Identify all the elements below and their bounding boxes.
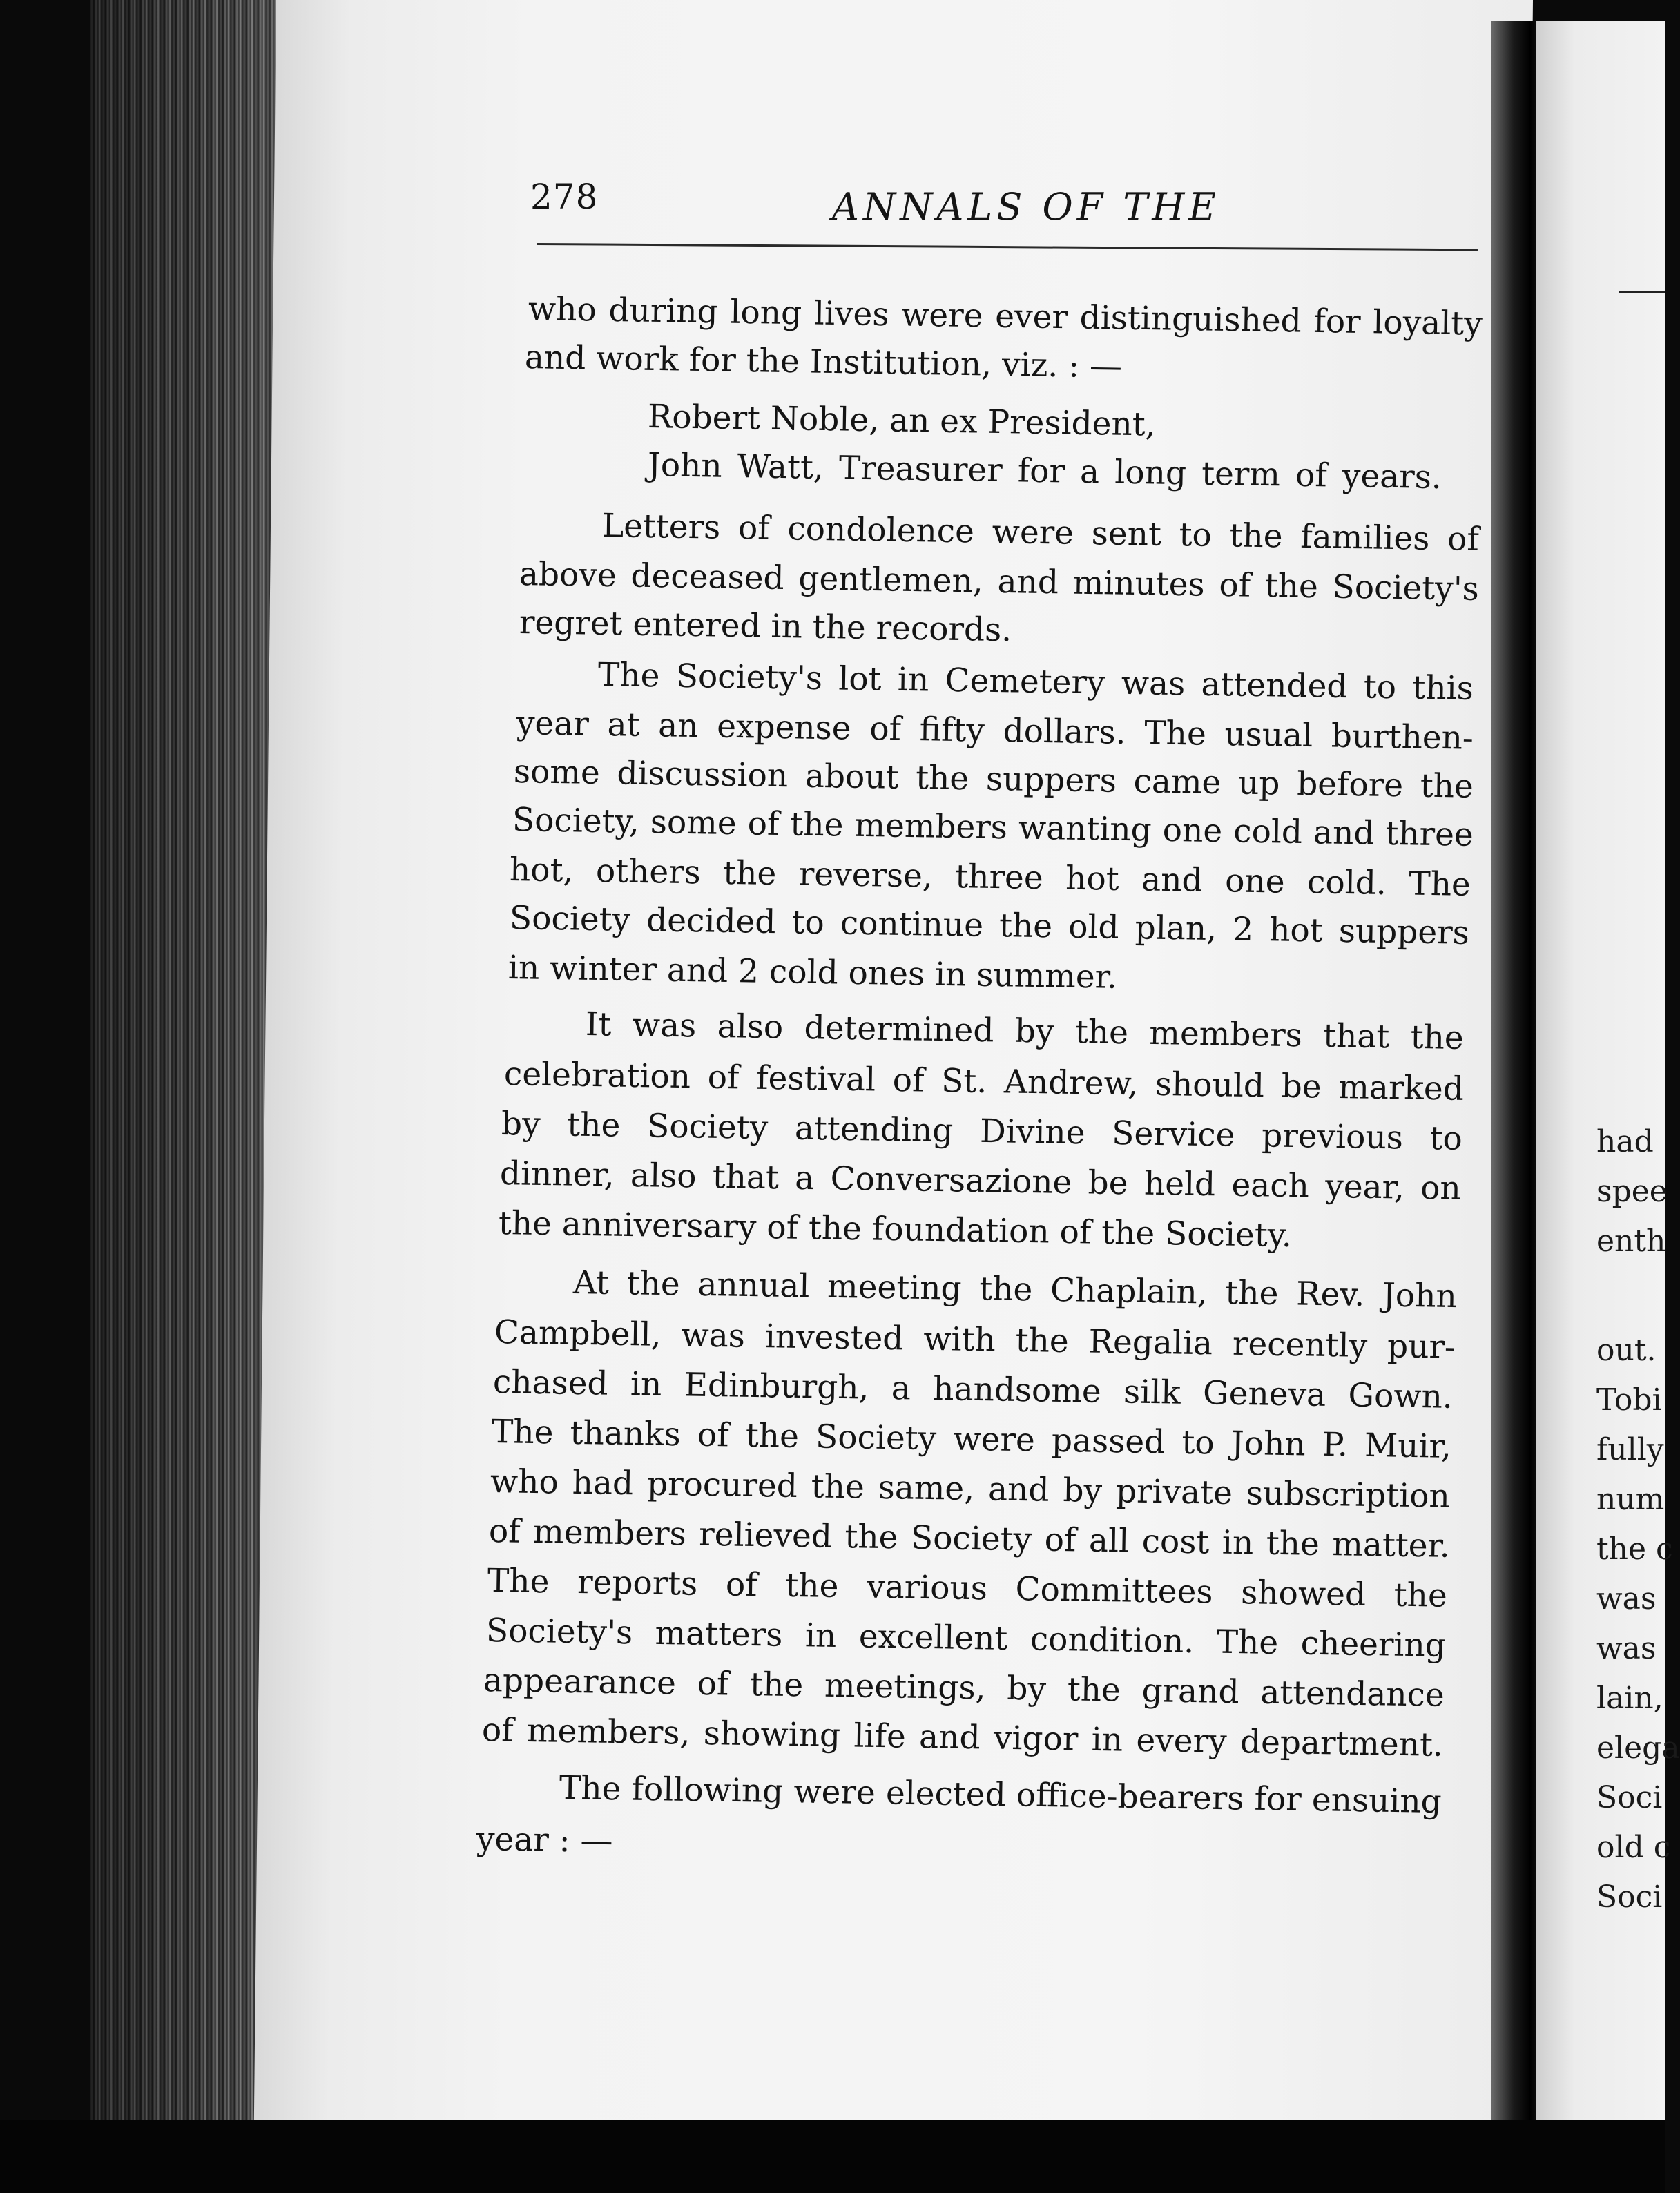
facing-page-fragment: out. [1596, 1333, 1657, 1368]
body-line: It was also determined by the members that the [585, 1005, 1465, 1057]
facing-page-fragment: enth [1596, 1224, 1666, 1259]
scan-bottom-border [0, 2120, 1665, 2193]
body-line: year : — [476, 1820, 613, 1861]
body-line: Society decided to continue the old plan, 2 hot suppers [509, 899, 1470, 952]
facing-page-fragment: was [1596, 1631, 1657, 1666]
body-line: appearance of the meetings, by the grand attendance [483, 1661, 1445, 1714]
body-line: Society, some of the members wanting one cold and three [512, 801, 1474, 854]
facing-page-fragment: had [1596, 1124, 1654, 1159]
body-line: year at an expense of fifty dollars. The usual burthen- [516, 704, 1474, 757]
facing-page-fragment: old c [1596, 1830, 1671, 1865]
body-line: dinner, also that a Conversazione be held each year, on [499, 1155, 1462, 1208]
body-line: Campbell, was invested with the Regalia recently pur- [494, 1313, 1456, 1366]
body-line: above deceased gentlemen, and minutes of the Society's [519, 555, 1480, 608]
body-line: The thanks of the Society were passed to John P. Muir, [491, 1413, 1452, 1466]
body-line: The following were elected office-bearers for ensuing [559, 1769, 1442, 1822]
body-line: the anniversary of the foundation of the Society. [498, 1204, 1293, 1255]
facing-page-fragment: spee [1596, 1174, 1668, 1209]
body-line: chased in Edinburgh, a handsome silk Geneva Gown. [492, 1363, 1454, 1416]
running-title: ANNALS OF THE [832, 185, 1220, 229]
facing-page-fragment: num [1596, 1482, 1665, 1517]
body-line: of members relieved the Society of all cost in the matter. [488, 1512, 1451, 1565]
body-line: John Watt, Treasurer for a long term of years. [647, 446, 1442, 497]
body-line: celebration of festival of St. Andrew, should be marked [503, 1055, 1465, 1108]
body-line: who during long lives were ever distinguished for loyalty [528, 290, 1483, 343]
body-line: At the annual meeting the Chaplain, the Rev. John [572, 1264, 1458, 1316]
page-number: 278 [530, 177, 599, 217]
facing-page-fragment: was [1596, 1581, 1657, 1616]
body-line: in winter and 2 cold ones in summer. [508, 949, 1118, 996]
body-line: hot, others the reverse, three hot and one cold. The [509, 851, 1471, 904]
body-line: Robert Noble, an ex President, [647, 398, 1157, 444]
facing-page-fragment: fully [1596, 1432, 1664, 1467]
body-line: Letters of condolence were sent to the families of [601, 507, 1480, 559]
body-line: The Society's lot in Cemetery was attended to this [597, 656, 1474, 708]
body-line: of members, showing life and vigor in every department. [481, 1711, 1444, 1764]
body-line: who had procured the same, and by private subscription [490, 1462, 1451, 1516]
body-line: by the Society attending Divine Service previous to [501, 1105, 1463, 1158]
facing-page-fragment: Soci [1596, 1780, 1663, 1815]
facing-page-fragment: the c [1596, 1532, 1673, 1567]
body-line: some discussion about the suppers came up before the [513, 753, 1474, 806]
facing-page-fragment: Tobi [1596, 1382, 1662, 1418]
body-line: The reports of the various Committees showed the [487, 1562, 1448, 1615]
header-rule [537, 243, 1478, 251]
facing-page-fragment: elega [1596, 1730, 1680, 1766]
body-line: Society's matters in excellent condition. The cheering [485, 1612, 1447, 1665]
body-line: and work for the Institution, viz. : — [524, 338, 1123, 386]
facing-page-fragment: lain, [1596, 1681, 1663, 1716]
facing-page-fragment: Soci [1596, 1880, 1663, 1915]
body-line: regret entered in the records. [519, 603, 1012, 650]
